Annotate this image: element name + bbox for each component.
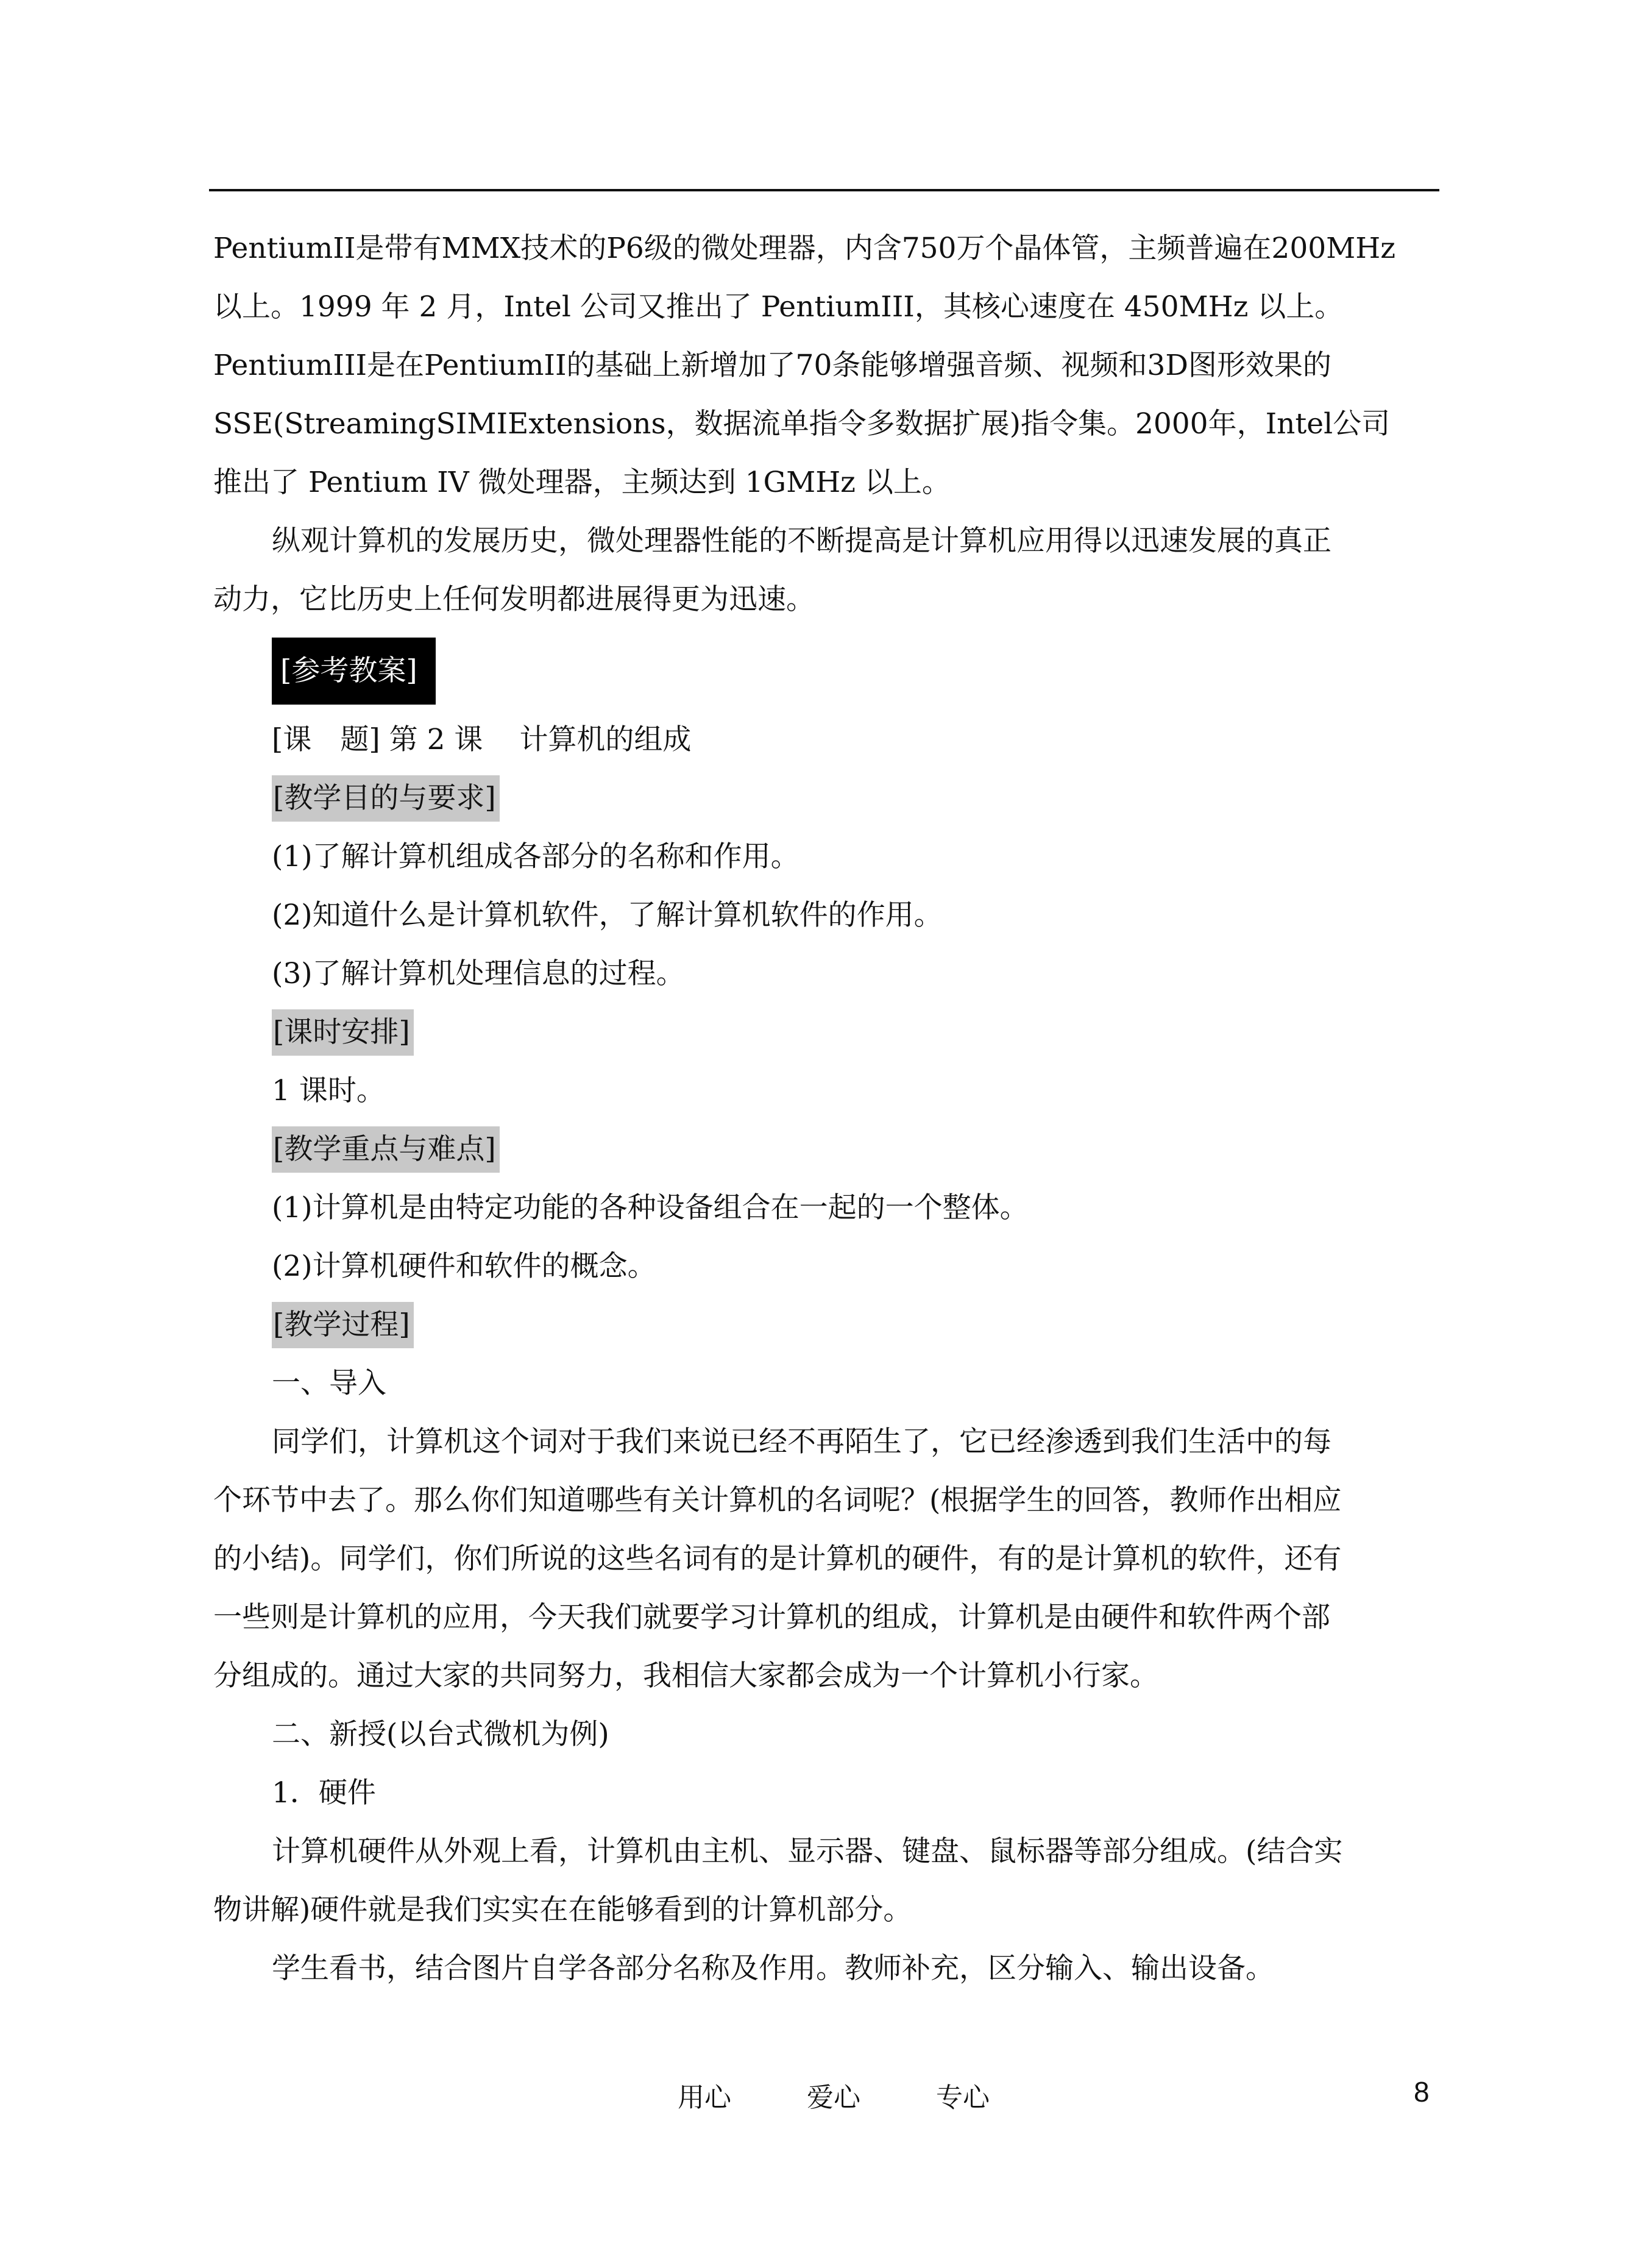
paragraph-line: 纵观计算机的发展历史，微处理器性能的不断提高是计算机应用得以迅速发展的真正: [272, 524, 1331, 558]
paragraph-line: PentiumIII是在PentiumII的基础上新增加了70条能够增强音频、视频和3D图形效果的: [213, 349, 1331, 382]
paragraph-line: 个环节中去了。那么你们知道哪些有关计算机的名词呢？(根据学生的回答，教师作出相应: [213, 1484, 1342, 1517]
process-heading-row: [213, 1296, 1438, 1354]
page-number: 8: [1414, 2076, 1430, 2108]
header-rule: [209, 189, 1439, 191]
new-lesson-heading: 二、新授(以台式微机为例): [272, 1718, 609, 1751]
hours-heading: [课时安排]: [272, 1009, 414, 1056]
lesson-number: 第 2 课: [389, 723, 483, 756]
paragraph-line: 以上。1999 年 2 月，Intel 公司又推出了 PentiumIII，其核心速度在 450MHz 以上。: [213, 290, 1344, 324]
page-footer: [0, 2075, 1638, 2118]
goal-item: (1)了解计算机组成各部分的名称和作用。: [272, 840, 800, 873]
paragraph-line: 同学们，计算机这个词对于我们来说已经不再陌生了，它已经渗透到我们生活中的每: [272, 1425, 1331, 1459]
lesson-name: 计算机的组成: [519, 723, 692, 756]
process-heading: [教学过程]: [272, 1302, 414, 1348]
lesson-label: [课 题]: [272, 723, 380, 756]
goal-item: (2)知道什么是计算机软件，了解计算机软件的作用。: [272, 898, 943, 932]
paragraph-line: PentiumII是带有MMX技术的P6级的微处理器，内含750万个晶体管，主频普遍在200MHz: [213, 232, 1396, 265]
paragraph-line: 推出了 Pentium IV 微处理器，主频达到 1GMHz 以上。: [213, 466, 951, 499]
paragraph-line: 一些则是计算机的应用，今天我们就要学习计算机的组成，计算机是由硬件和软件两个部: [213, 1601, 1330, 1634]
footer-motto: 爱心: [807, 2082, 860, 2113]
goals-heading-row: [213, 769, 1438, 828]
paragraph-line: 分组成的。通过大家的共同努力，我相信大家都会成为一个计算机小行家。: [213, 1659, 1158, 1693]
lesson-title: [213, 711, 1438, 769]
page-body: [213, 219, 1438, 1998]
footer-mottos: [678, 2075, 1057, 2114]
paragraph-line: 学生看书，结合图片自学各部分名称及作用。教师补充，区分输入、输出设备。: [272, 1952, 1274, 1985]
paragraph-line: 动力，它比历史上任何发明都进展得更为迅速。: [213, 583, 815, 616]
paragraph-line: 的小结)。同学们，你们所说的这些名词有的是计算机的硬件，有的是计算机的软件，还有: [213, 1542, 1342, 1576]
reference-label: [参考教案]: [272, 638, 436, 705]
hardware-heading: 1．硬件: [272, 1776, 376, 1810]
reference-label-row: [213, 638, 1438, 705]
goal-item: (3)了解计算机处理信息的过程。: [272, 957, 685, 990]
footer-motto: 专心: [936, 2082, 990, 2113]
key-item: (2)计算机硬件和软件的概念。: [272, 1250, 656, 1283]
keys-heading-row: [213, 1120, 1438, 1179]
paragraph-line: SSE(StreamingSIMIExtensions，数据流单指令多数据扩展)指令集。2000年，Intel公司: [213, 407, 1391, 441]
footer-motto: 用心: [678, 2082, 731, 2113]
paragraph-line: 物讲解)硬件就是我们实实在在能够看到的计算机部分。: [213, 1893, 912, 1927]
key-item: (1)计算机是由特定功能的各种设备组合在一起的一个整体。: [272, 1191, 1029, 1225]
hours-heading-row: [213, 1003, 1438, 1062]
hours-text: 1 课时。: [272, 1074, 385, 1107]
intro-heading: 一、导入: [272, 1367, 386, 1400]
keys-heading: [教学重点与难点]: [272, 1126, 500, 1173]
goals-heading: [教学目的与要求]: [272, 775, 500, 822]
paragraph-line: 计算机硬件从外观上看，计算机由主机、显示器、键盘、鼠标器等部分组成。(结合实: [272, 1835, 1343, 1868]
